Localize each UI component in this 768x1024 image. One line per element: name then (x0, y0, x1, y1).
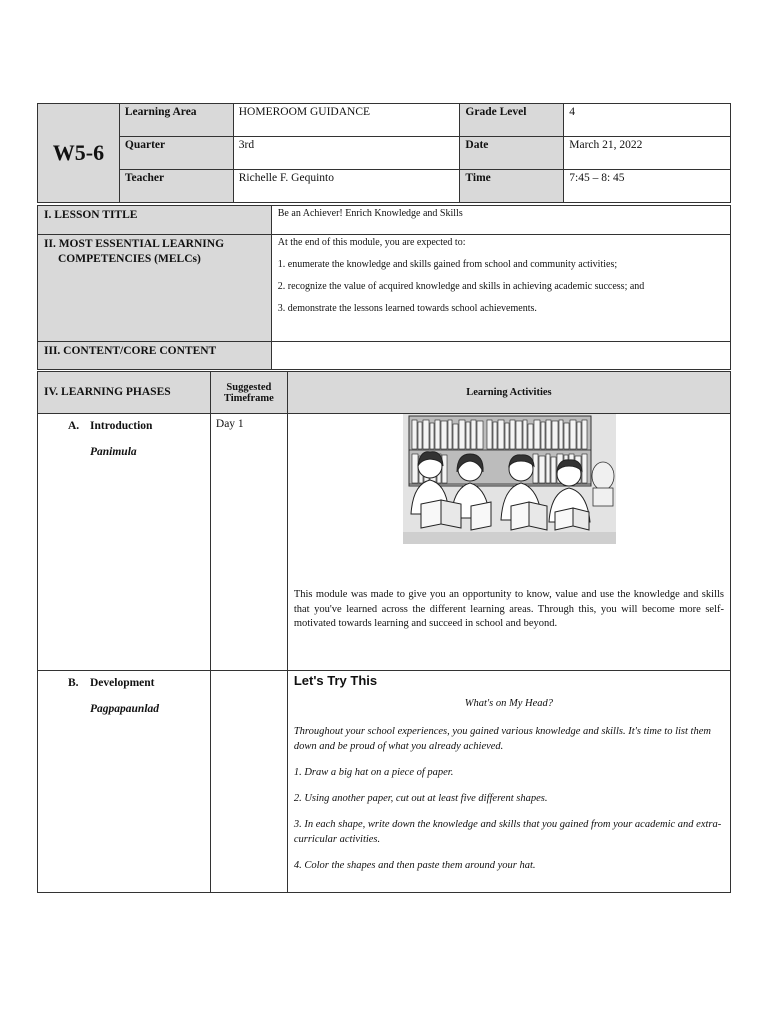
learning-phases-table (37, 371, 731, 893)
date-label: Date (460, 137, 564, 170)
melc-content (271, 235, 730, 342)
learning-activities-header: Learning Activities (287, 372, 730, 414)
development-name: Development (90, 677, 155, 689)
learning-phases-header: IV. LEARNING PHASES (38, 372, 211, 414)
grade-level-label: Grade Level (460, 104, 564, 137)
lesson-table (37, 205, 731, 370)
header-table (37, 103, 731, 203)
activity-intro: Throughout your school experiences, you gained various knowledge and skills. It's time to list them down and be proud of what you already achieved. (293, 726, 711, 752)
melc-item-2: 2. recognize the value of acquired knowledge and skills in achieving academic success; and (277, 281, 645, 292)
timeframe-header-line2: Timeframe (223, 392, 274, 404)
timeframe-header-line1: Suggested (226, 381, 272, 393)
introduction-subtitle: Panimula (90, 446, 137, 458)
activity-step-2: 2. Using another paper, cut out at least five different shapes. (293, 793, 548, 804)
activity-step-4: 4. Color the shapes and then paste them around your hat. (293, 860, 536, 871)
time-label: Time (460, 170, 564, 203)
activity-step-1: 1. Draw a big hat on a piece of paper. (293, 767, 454, 778)
learning-area-label: Learning Area (119, 104, 233, 137)
timeframe-header (210, 372, 287, 414)
development-phase (38, 671, 211, 893)
introduction-activities (287, 414, 730, 671)
development-timeframe (210, 671, 287, 893)
content-value (271, 342, 730, 370)
melc-label-line1: II. MOST ESSENTIAL LEARNING (44, 238, 225, 250)
development-subtitle: Pagpapaunlad (90, 703, 160, 715)
activity-step-3: 3. In each shape, write down the knowledge and skills that you gained from your academic and extra-curricular activities. (293, 819, 722, 845)
introduction-timeframe: Day 1 (210, 414, 287, 671)
development-activities (287, 671, 730, 893)
melc-label-line2: COMPETENCIES (MELCs) (58, 253, 201, 265)
lesson-title-value: Be an Achiever! Enrich Knowledge and Skills (271, 206, 730, 235)
introduction-letter: A. (68, 420, 80, 432)
development-letter: B. (68, 677, 79, 689)
activity-subtitle: What's on My Head? (464, 698, 554, 709)
quarter-label: Quarter (119, 137, 233, 170)
week-label: W5-6 (38, 104, 120, 203)
grade-level-value: 4 (564, 104, 731, 137)
introduction-text: This module was made to give you an opportunity to know, value and use the knowledge and skills that you've learned across the different learning areas. Through this, you will become more self-motivated towards learning and succeed in school and beyond. (293, 589, 724, 629)
teacher-value: Richelle F. Gequinto (233, 170, 460, 203)
melc-intro: At the end of this module, you are expected to: (277, 237, 466, 248)
melc-label (38, 235, 272, 342)
quarter-value: 3rd (233, 137, 460, 170)
learning-area-value: HOMEROOM GUIDANCE (233, 104, 460, 137)
lesson-title-label: I. LESSON TITLE (38, 206, 272, 235)
time-value: 7:45 – 8: 45 (564, 170, 731, 203)
lets-try-this-title: Let's Try This (293, 673, 378, 688)
introduction-phase (38, 414, 211, 671)
children-reading-illustration (403, 414, 616, 544)
content-label: III. CONTENT/CORE CONTENT (38, 342, 272, 370)
melc-item-1: 1. enumerate the knowledge and skills gained from school and community activities; (277, 259, 618, 270)
introduction-name: Introduction (90, 420, 153, 432)
date-value: March 21, 2022 (564, 137, 731, 170)
melc-item-3: 3. demonstrate the lessons learned towards school achievements. (277, 303, 537, 314)
teacher-label: Teacher (119, 170, 233, 203)
